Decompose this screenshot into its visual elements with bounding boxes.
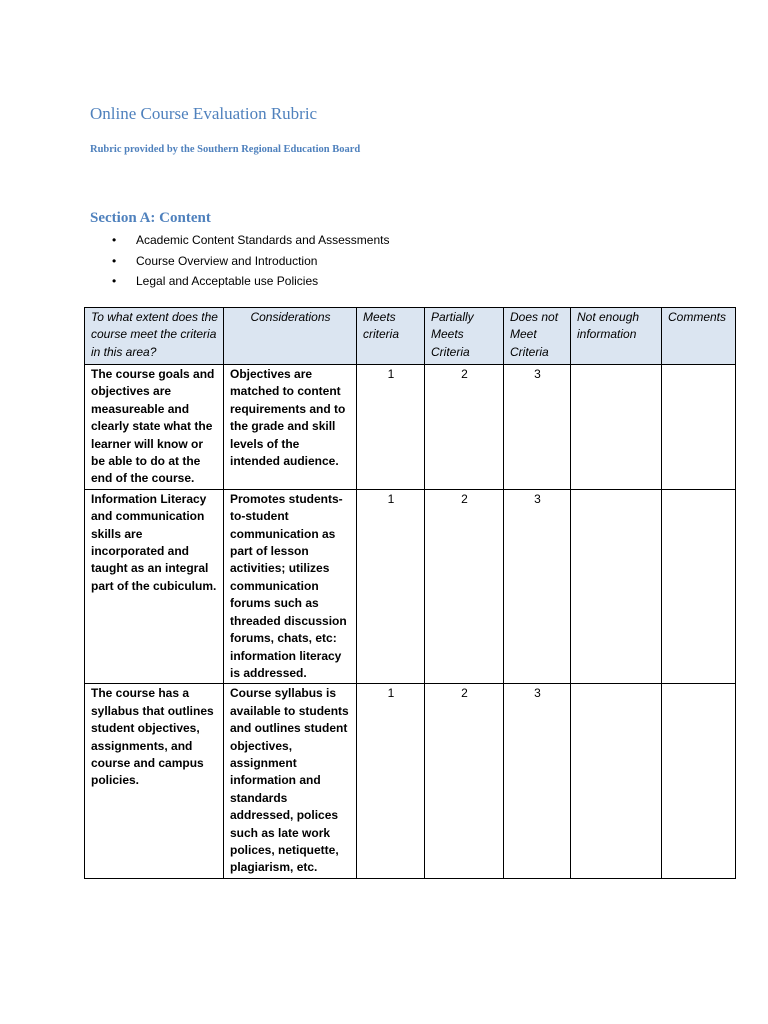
comments-cell	[662, 489, 736, 683]
bullet-dot-icon: •	[112, 253, 117, 268]
does-not-cell: 3	[504, 365, 571, 490]
bullet-text: Course Overview and Introduction	[136, 253, 318, 268]
criterion-cell: The course goals and objectives are measureable and clearly state what the learner will know or be able to do at the end of the course.	[85, 365, 224, 490]
bullet-item	[112, 253, 389, 274]
criterion-cell: Information Literacy and communication skills are incorporated and taught as an integral part of the cubiculum.	[85, 489, 224, 683]
considerations-cell: Promotes students-to-student communication as part of lesson activities; utilizes communication forums such as threaded discussion forums, chats, etc: information literacy is addressed.	[224, 489, 357, 683]
meets-cell: 1	[357, 365, 425, 490]
considerations-cell: Objectives are matched to content requirements and to the grade and skill levels of the intended audience.	[224, 365, 357, 490]
header-partially: Partially Meets Criteria	[425, 308, 504, 365]
header-not-enough: Not enough information	[571, 308, 662, 365]
comments-cell	[662, 365, 736, 490]
bullet-list	[112, 232, 389, 294]
partially-cell: 2	[425, 489, 504, 683]
considerations-cell: Course syllabus is available to students and outlines student objectives, assignment information and standards addressed, polices such as late work polices, netiquette, plagiarism, etc.	[224, 684, 357, 878]
not-enough-cell	[571, 684, 662, 878]
header-extent: To what extent does the course meet the criteria in this area?	[85, 308, 224, 365]
section-heading: Section A: Content	[90, 210, 211, 226]
bullet-dot-icon: •	[112, 274, 117, 288]
does-not-cell: 3	[504, 489, 571, 683]
meets-cell: 1	[357, 489, 425, 683]
header-comments: Comments	[662, 308, 736, 365]
table-row	[85, 365, 736, 490]
bullet-text: Legal and Acceptable use Policies	[136, 274, 319, 288]
not-enough-cell	[571, 489, 662, 683]
bullet-text: Academic Content Standards and Assessments	[136, 233, 390, 247]
document-subtitle: Rubric provided by the Southern Regional Education Board	[90, 144, 361, 155]
criterion-cell: The course has a syllabus that outlines student objectives, assignments, and course and campus policies.	[85, 684, 224, 878]
header-does-not: Does not Meet Criteria	[504, 308, 571, 365]
table-row	[85, 489, 736, 683]
comments-cell	[662, 684, 736, 878]
partially-cell: 2	[425, 365, 504, 490]
partially-cell: 2	[425, 684, 504, 878]
table-header-row	[85, 308, 736, 365]
not-enough-cell	[571, 365, 662, 490]
rubric-table	[84, 307, 736, 879]
does-not-cell: 3	[504, 684, 571, 878]
bullet-dot-icon: •	[112, 233, 117, 247]
header-meets: Meets criteria	[357, 308, 425, 365]
document-title: Online Course Evaluation Rubric	[90, 104, 318, 123]
meets-cell: 1	[357, 684, 425, 878]
table-row	[85, 684, 736, 878]
bullet-item	[112, 232, 389, 253]
bullet-item	[112, 273, 389, 294]
header-considerations: Considerations	[224, 308, 357, 365]
